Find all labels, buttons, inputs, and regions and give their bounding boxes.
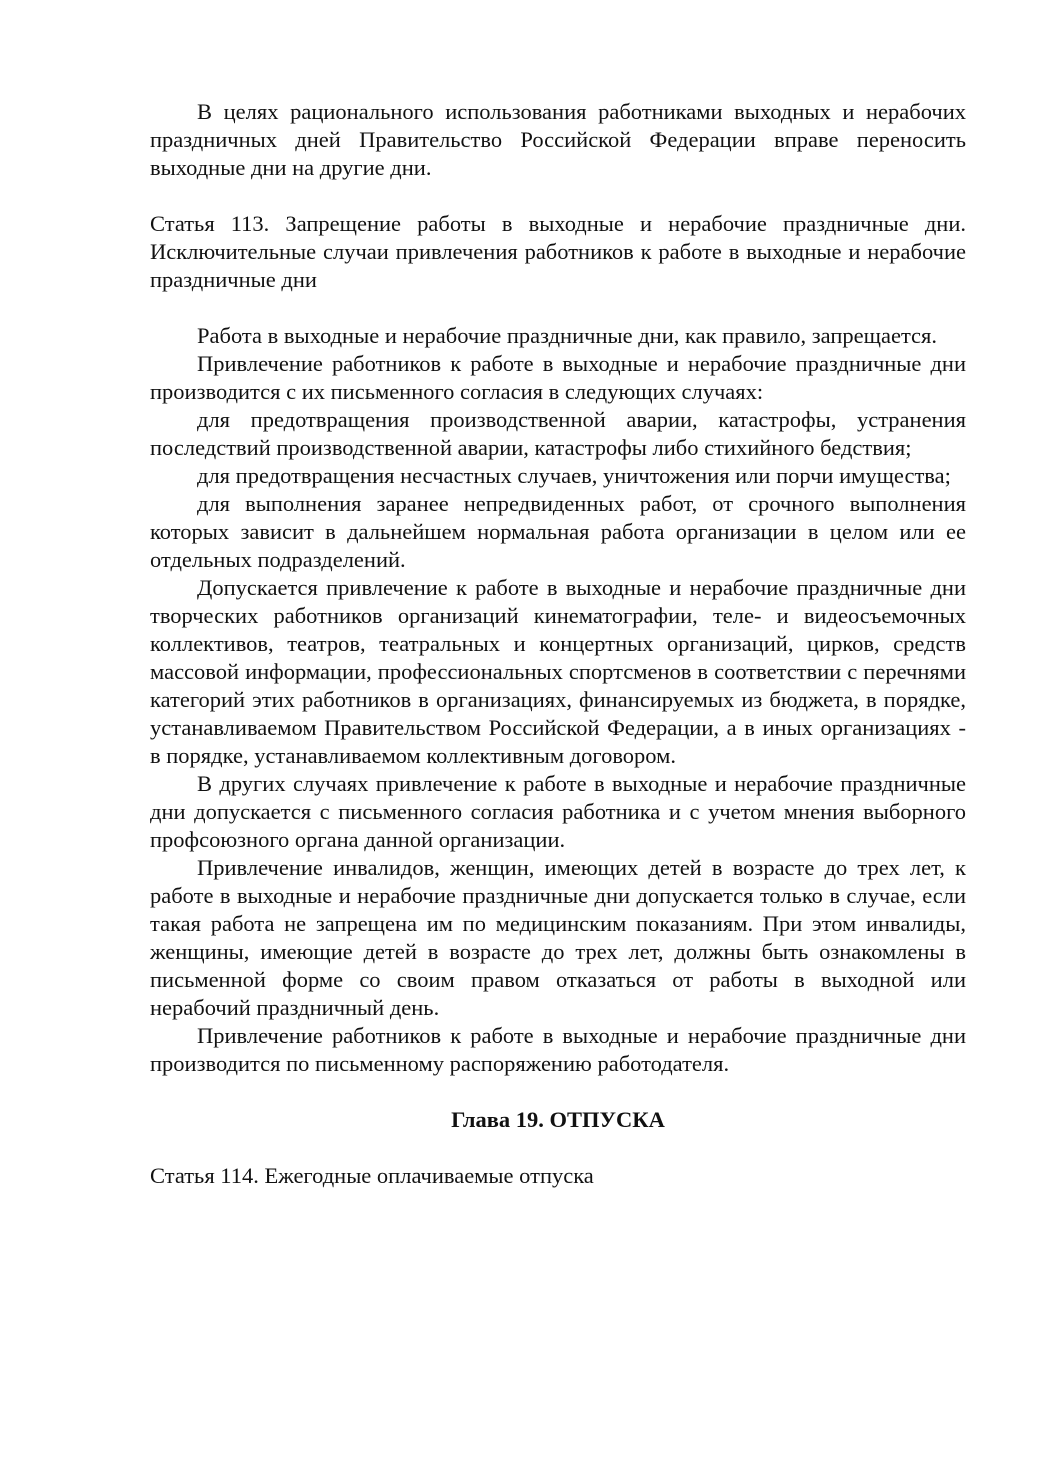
chapter-19-title: Глава 19. ОТПУСКА — [451, 1107, 665, 1132]
article-113-paragraph-3: для предотвращения производственной аварии, катастрофы, устранения последствий производственной аварии, катастрофы либо стихийного бедствия; — [150, 407, 966, 460]
article-113-paragraph-6: Допускается привлечение к работе в выходные и нерабочие праздничные дни творческих работников организаций кинематографии, теле- и видеосъемочных коллективов, театров, театральных и концертных организаций, цирков, средств массовой информации, профессиональных спортсменов в соответствии с перечнями категорий этих работников в организациях, финансируемых из бюджета, в порядке, устанавливаемом Правительством Российской Федерации, а в иных организациях - в порядке, устанавливаемом коллективным договором. — [150, 575, 966, 768]
intro-paragraph: В целях рационального использования работниками выходных и нерабочих праздничных дней Правительство Российской Федерации вправе переносить выходные дни на другие дни. — [150, 99, 966, 180]
spacer — [150, 294, 966, 322]
article-113-paragraph-5: для выполнения заранее непредвиденных работ, от срочного выполнения которых зависит в дальнейшем нормальная работа организации в целом или ее отдельных подразделений. — [150, 491, 966, 572]
article-113-title: Статья 113. Запрещение работы в выходные и нерабочие праздничные дни. Исключительные случаи привлечения работников к работе в выходные и нерабочие праздничные дни — [150, 211, 966, 292]
article-113-paragraph-1: Работа в выходные и нерабочие праздничные дни, как правило, запрещается. — [197, 323, 938, 348]
document-page — [150, 98, 966, 1190]
spacer — [150, 1134, 966, 1162]
article-113-paragraph-7: В других случаях привлечение к работе в выходные и нерабочие праздничные дни допускается с письменного согласия работника и с учетом мнения выборного профсоюзного органа данной организации. — [150, 771, 966, 852]
article-113-paragraph-8: Привлечение инвалидов, женщин, имеющих детей в возрасте до трех лет, к работе в выходные и нерабочие праздничные дни допускается только в случае, если такая работа не запрещена им по медицинским показаниям. При этом инвалиды, женщины, имеющие детей в возрасте до трех лет, должны быть ознакомлены в письменной форме со своим правом отказаться от работы в выходной или нерабочий праздничный день. — [150, 855, 966, 1020]
spacer — [150, 182, 966, 210]
article-114-title: Статья 114. Ежегодные оплачиваемые отпуска — [150, 1163, 594, 1188]
article-113-paragraph-2: Привлечение работников к работе в выходные и нерабочие праздничные дни производится с их письменного согласия в следующих случаях: — [150, 351, 966, 404]
article-113-paragraph-9: Привлечение работников к работе в выходные и нерабочие праздничные дни производится по письменному распоряжению работодателя. — [150, 1023, 966, 1076]
article-113-paragraph-4: для предотвращения несчастных случаев, уничтожения или порчи имущества; — [197, 463, 951, 488]
spacer — [150, 1078, 966, 1106]
